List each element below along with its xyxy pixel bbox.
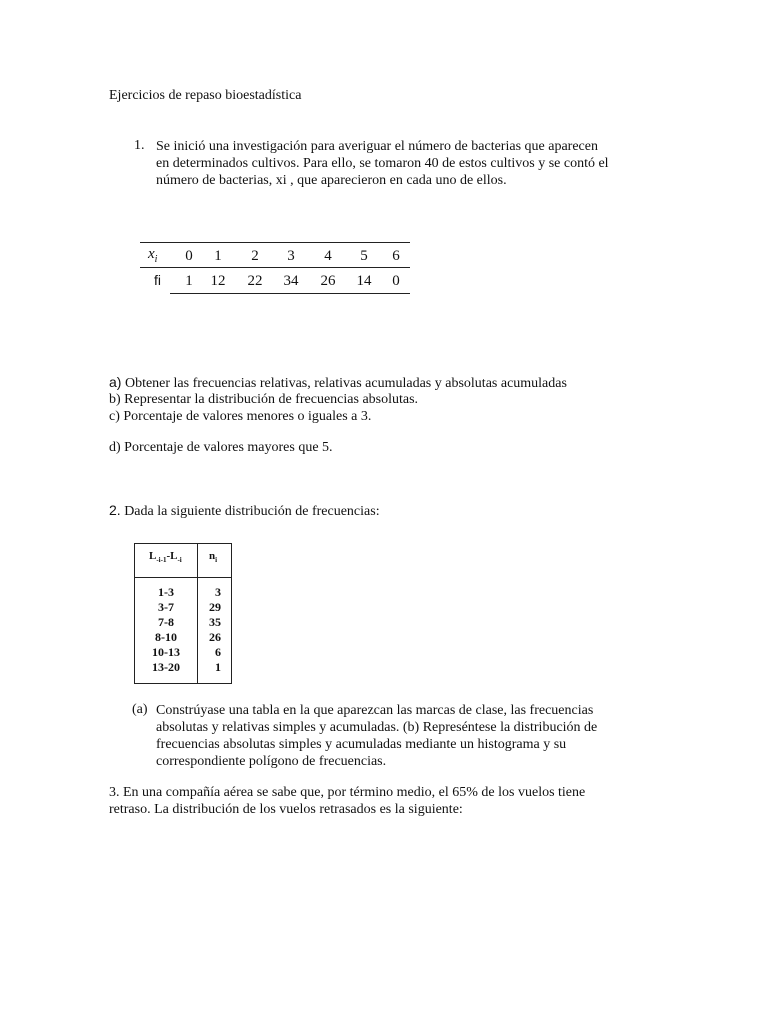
- exercise-3-line: retraso. La distribución de los vuelos retrasados es la siguiente:: [109, 802, 463, 817]
- question-d: d) Porcentaje de valores mayores que 5.: [109, 440, 333, 455]
- table-cell: 0: [392, 273, 400, 289]
- table-cell: 3: [287, 248, 295, 264]
- count-value: 29: [209, 600, 221, 614]
- column-header-interval: $L_{-i-1}-L_{-i}$: [149, 550, 182, 565]
- exercise-2-intro-text: Dada la siguiente distribución de frecuencias:: [120, 504, 380, 519]
- interval-value: 7-8: [158, 615, 174, 629]
- count-column: [201, 585, 221, 675]
- table-cell: 1: [214, 248, 222, 264]
- count-value: 6: [215, 645, 221, 659]
- table-cell: 0: [185, 248, 193, 264]
- table-cell: 12: [210, 273, 226, 289]
- count-value: 1: [215, 660, 221, 674]
- table-cell: 1: [185, 273, 193, 289]
- interval-value: 10-13: [152, 645, 180, 659]
- interval-value: 1-3: [158, 585, 174, 599]
- exercise-2-item-line: Constrúyase una tabla en la que aparezcan las marcas de clase, las frecuencias: [156, 703, 594, 718]
- count-value: 35: [209, 615, 221, 629]
- exercise-2-item-line: frecuencias absolutas simples y acumuladas mediante un histograma y su: [156, 737, 567, 752]
- interval-frequency-table: [134, 543, 232, 684]
- exercise-1-line: número de bacterias, xi , que aparecieron en cada uno de ellos.: [156, 173, 507, 188]
- interval-value: 13-20: [152, 660, 180, 674]
- exercise-2-item-label: (a): [132, 702, 148, 717]
- exercise-2-item-line: correspondiente polígono de frecuencias.: [156, 754, 387, 769]
- table-cell: 22: [247, 273, 263, 289]
- question-a-letter: a): [109, 374, 122, 390]
- table-mid-rule: [140, 267, 410, 268]
- question-b: b) Representar la distribución de frecuencias absolutas.: [109, 392, 419, 407]
- count-value: 3: [215, 585, 221, 599]
- table-cell: 5: [360, 248, 368, 264]
- table-column-divider: [197, 544, 198, 683]
- interval-value: 3-7: [158, 600, 174, 614]
- row-label-fi: fi: [154, 272, 161, 288]
- table-cell: 4: [324, 248, 332, 264]
- table-cell: 14: [356, 273, 372, 289]
- document-title: Ejercicios de repaso bioestadística: [109, 88, 302, 103]
- interval-column: [142, 585, 190, 675]
- table-bottom-rule: [170, 293, 410, 294]
- exercise-2-intro: [109, 502, 380, 520]
- question-a: [109, 374, 567, 392]
- exercise-2-item-text: [156, 702, 597, 770]
- exercise-2-item-line: absolutas y relativas simples y acumuladas. (b) Represéntese la distribución de: [156, 720, 598, 735]
- column-header-count: $n_i$: [209, 550, 218, 565]
- question-c: c) Porcentaje de valores menores o iguales a 3.: [109, 409, 372, 424]
- table-header-divider: [135, 577, 231, 578]
- interval-value: 8-10: [155, 630, 177, 644]
- table-top-rule: [140, 242, 410, 243]
- row-label-xi: $x_i$: [148, 246, 158, 265]
- count-value: 26: [209, 630, 221, 644]
- table-cell: 26: [320, 273, 336, 289]
- exercise-3-line: 3. En una compañía aérea se sabe que, por término medio, el 65% de los vuelos tiene: [109, 785, 586, 800]
- exercise-1-statement: [156, 138, 609, 189]
- exercise-1-line: Se inició una investigación para averiguar el número de bacterias que aparecen: [156, 139, 598, 154]
- table-cell: 6: [392, 248, 400, 264]
- table-cell: 34: [283, 273, 299, 289]
- table-cell: 2: [251, 248, 259, 264]
- exercise-1-line: en determinados cultivos. Para ello, se tomaron 40 de estos cultivos y se contó el: [156, 156, 609, 171]
- exercise-2-number: 2.: [109, 502, 121, 518]
- exercise-1-number: 1.: [134, 138, 145, 153]
- question-a-text: Obtener las frecuencias relativas, relativas acumuladas y absolutas acumuladas: [121, 376, 567, 391]
